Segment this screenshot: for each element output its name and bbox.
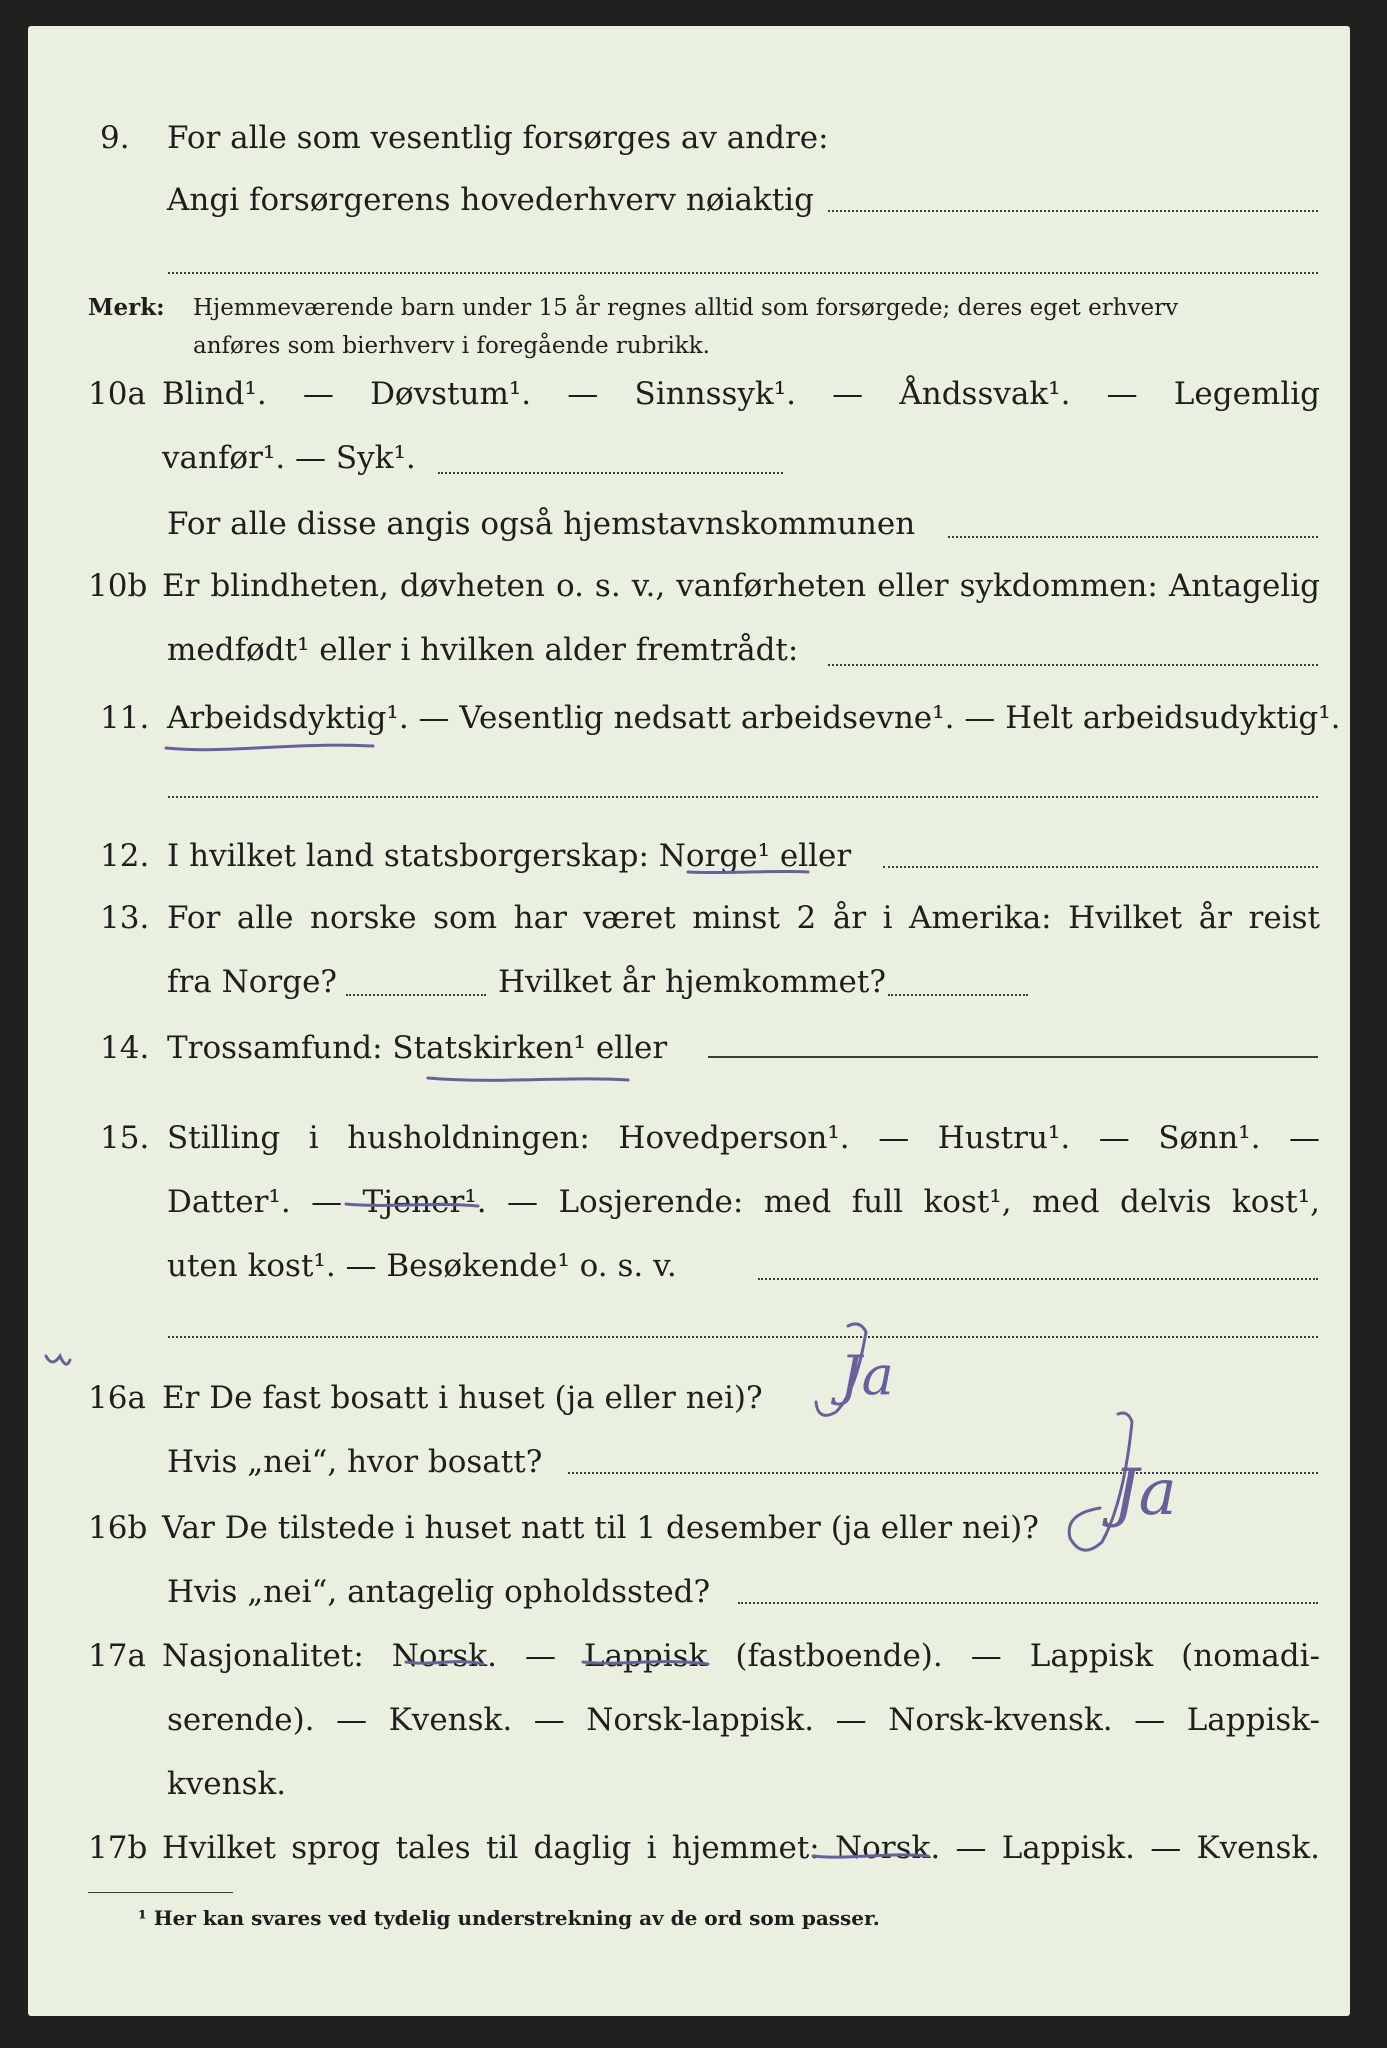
q10a-line3: For alle disse angis også hjemstavnskommunen [167,506,916,542]
q14-line1: Trossamfund: Statskirken¹ eller [167,1030,668,1066]
q17a-line3: kvensk. [167,1766,287,1802]
q15-answer-line [758,1278,1318,1280]
q10a-number: 10a [88,376,146,412]
q14-number: 14. [100,1030,150,1066]
margin-mark [46,1356,70,1364]
q13-line2b: Hvilket år hjemkommet? [498,964,886,1000]
q13-line1: For alle norske som har været minst 2 år i Amerika: Hvilket år reist [167,900,1320,936]
q9-line2: Angi forsørgerens hovederhverv nøiaktig [167,182,814,218]
q10a-line1: Blind¹. — Døvstum¹. — Sinnssyk¹. — Åndssvak¹. — Legemlig [162,376,1320,412]
q16b-line2: Hvis „nei“, antagelig opholdssted? [167,1574,711,1610]
census-form-page [28,26,1350,2016]
q13-number: 13. [100,900,150,936]
q10b-line1: Er blindheten, døvheten o. s. v., vanførheten eller sykdommen: Antagelig [162,568,1320,604]
q13-hjemkommet-line [888,994,1028,996]
q13-reist-line [346,994,486,996]
q16a-line1: Er De fast bosatt i huset (ja eller nei)? [162,1380,763,1416]
merk-line1: Hjemmeværende barn under 15 år regnes alltid som forsørgede; deres eget erhverv [193,295,1179,321]
q11-line1: Arbeidsdyktig¹. — Vesentlig nedsatt arbeidsevne¹. — Helt arbeidsudyktig¹. [167,700,1341,736]
q14-answer-line [708,1056,1318,1058]
q9-answer-line-2 [168,272,1318,274]
merk-label: Merk: [88,294,165,321]
footnote-rule [88,1892,233,1893]
q11-answer-line [168,796,1318,798]
underline-arbeidsdyktig [166,745,373,750]
q17a-number: 17a [88,1638,146,1674]
q16b-opholdssted-line [738,1602,1318,1604]
handwritten-answer-16a: Ja [840,1344,894,1407]
q15-line3: uten kost¹. — Besøkende¹ o. s. v. [167,1248,677,1284]
q11-number: 11. [100,700,150,736]
q10a-line2: vanfør¹. — Syk¹. [162,440,416,476]
q13-line2a: fra Norge? [167,964,338,1000]
handwritten-answer-16b: Ja [1113,1456,1177,1530]
q16b-number: 16b [88,1510,148,1546]
q10a-hjemstavn-line [948,536,1318,538]
q16a-line2: Hvis „nei“, hvor bosatt? [167,1444,543,1480]
q10b-number: 10b [88,568,148,604]
q15-line2: Datter¹. — Tjener¹. — Losjerende: med full kost¹, med delvis kost¹, [167,1184,1320,1220]
q10b-line2: medfødt¹ eller i hvilken alder fremtrådt: [167,632,799,668]
q17a-line1: Nasjonalitet: Norsk. — Lappisk (fastboende). — Lappisk (nomadi- [162,1638,1320,1674]
q16b-line1: Var De tilstede i huset natt til 1 desember (ja eller nei)? [162,1510,1039,1546]
q12-number: 12. [100,838,150,874]
q10b-answer-line [828,664,1318,666]
q15-number: 15. [100,1120,150,1156]
q15-line1: Stilling i husholdningen: Hovedperson¹. — Hustru¹. — Sønn¹. — [167,1120,1320,1156]
q17b-line1: Hvilket sprog tales til daglig i hjemmet: Norsk. — Lappisk. — Kvensk. [162,1830,1320,1866]
q12-answer-line [883,866,1318,868]
q16a-bosatt-line [568,1472,1318,1474]
q16a-number: 16a [88,1380,146,1416]
q9-answer-line [828,210,1318,212]
q17b-number: 17b [88,1830,148,1866]
footnote: ¹ Her kan svares ved tydelig understrekning av de ord som passer. [138,1906,880,1930]
q9-line1: For alle som vesentlig forsørges av andre: [167,120,829,156]
q17a-line2: serende). — Kvensk. — Norsk-lappisk. — Norsk-kvensk. — Lappisk- [167,1702,1320,1738]
underline-statskirken [428,1078,628,1080]
q12-line1: I hvilket land statsborgerskap: Norge¹ eller [167,838,852,874]
q9-number: 9. [100,120,130,156]
q15-answer-line-2 [168,1336,1318,1338]
merk-line2: anføres som bierhverv i foregående rubrikk. [193,333,710,359]
q10a-syk-line [438,472,783,474]
